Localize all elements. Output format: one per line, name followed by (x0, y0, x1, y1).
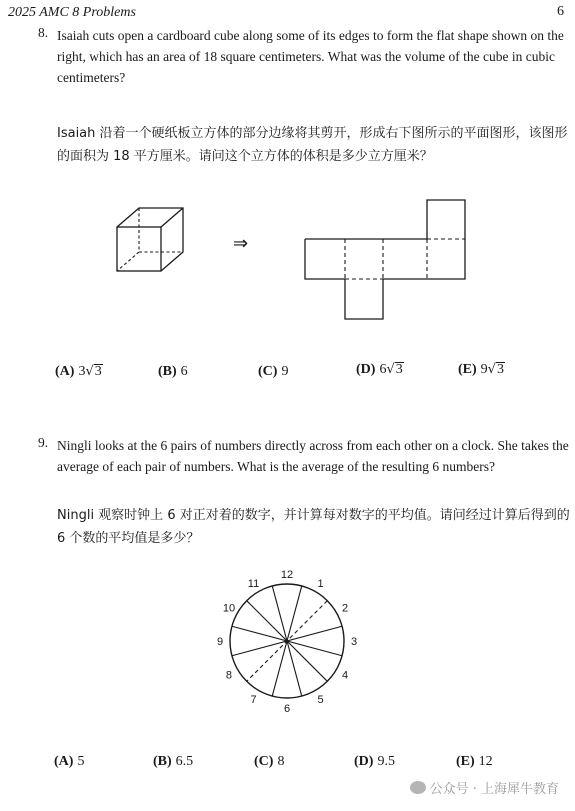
q8-text-cn: Isaiah 沿着一个硬纸板立方体的部分边缘将其剪开，形成右下图所示的平面图形，该图形的面积为 18 平方厘米。请问这个立方体的体积是多少立方厘米？ (57, 126, 568, 164)
cube-net-figure (300, 195, 470, 325)
q9-choice-b[interactable]: (B) 6.5 (153, 754, 194, 769)
cube-figure (112, 205, 188, 275)
watermark: 公众号 · 上海犀牛教育 (410, 778, 559, 797)
clock-number: 4 (341, 669, 349, 682)
page-header-title: 2025 AMC 8 Problems (8, 5, 136, 20)
clock-number: 9 (216, 636, 224, 648)
clock-number: 12 (280, 569, 294, 581)
q8-choice-e[interactable]: (E) 9√3 (458, 362, 504, 377)
clock-number: 2 (341, 602, 349, 615)
q8-number: 8. (38, 25, 49, 40)
page-number: 6 (557, 4, 564, 19)
q9-choice-d[interactable]: (D) 9.5 (354, 754, 395, 769)
clock-figure (212, 566, 362, 716)
clock-number: 11 (247, 577, 260, 590)
q9-number: 9. (38, 435, 49, 450)
q8-text-en: Isaiah cuts open a cardboard cube along some of its edges to form the flat shape shown on the right, which has an area of 18 square centimeters. What was the volume of the cube in cubic centimeters? (57, 28, 564, 85)
clock-number: 10 (222, 602, 236, 615)
clock-number: 5 (317, 694, 324, 707)
clock-number: 3 (350, 636, 358, 648)
clock-number: 7 (250, 694, 257, 707)
q9-choice-c[interactable]: (C) 8 (254, 754, 285, 769)
q9-text-cn: Ningli 观察时钟上 6 对正对着的数字，并计算每对数字的平均值。请问经过计算后得到的 6 个数的平均值是多少？ (57, 508, 570, 546)
wechat-icon (410, 781, 426, 794)
q8-choice-b[interactable]: (B) 6 (158, 364, 188, 379)
clock-number: 6 (283, 703, 291, 715)
q9-choice-a[interactable]: (A) 5 (54, 754, 85, 769)
arrow-icon: ⇒ (233, 233, 249, 254)
q8-choice-a[interactable]: (A) 3√3 (55, 364, 102, 379)
q8-choice-c[interactable]: (C) 9 (258, 364, 289, 379)
q8-choice-d[interactable]: (D) 6√3 (356, 362, 403, 377)
clock-number: 1 (317, 577, 324, 590)
q9-text-en: Ningli looks at the 6 pairs of numbers directly across from each other on a clock. She takes the average of each pair of numbers. What is the average of the resulting 6 numbers? (57, 438, 569, 474)
clock-number: 8 (225, 669, 233, 682)
q9-choice-e[interactable]: (E) 12 (456, 754, 493, 769)
